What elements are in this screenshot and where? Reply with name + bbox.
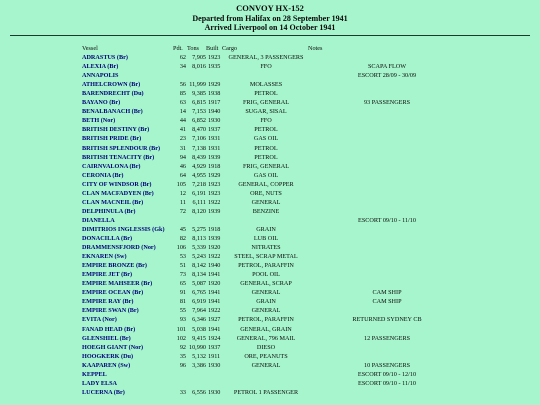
built-year: 1941 <box>208 289 221 297</box>
table-row <box>0 54 540 62</box>
vessel-name: LADY ELSA <box>82 379 118 387</box>
vessel-name: BETH (Nor) <box>82 117 116 125</box>
notes-value: RETURNED SYDNEY CB <box>352 316 422 324</box>
cargo-value: MOLASSES <box>249 81 283 89</box>
tons-value: 6,765 <box>192 289 206 297</box>
table-row <box>0 380 540 388</box>
tons-value: 6,191 <box>192 189 206 197</box>
tons-value: 7,138 <box>192 144 206 152</box>
cargo-value: GENERAL <box>251 361 281 369</box>
pdt-value: 55 <box>179 307 186 315</box>
table-row <box>0 117 540 125</box>
pdt-value: 33 <box>179 388 186 396</box>
table-row <box>0 199 540 207</box>
vessel-name: LUCERNA (Br) <box>82 388 125 396</box>
vessel-name: CITY OF WINDSOR (Br) <box>82 180 152 188</box>
table-row <box>0 108 540 116</box>
pdt-value: 12 <box>179 189 186 197</box>
header-divider <box>10 35 530 36</box>
cargo-value: GENERAL, 3 PASSENGERS <box>228 54 304 61</box>
table-row <box>0 326 540 334</box>
cargo-value: BENZINE <box>252 207 280 215</box>
table-row <box>0 316 540 324</box>
table-row <box>0 271 540 279</box>
cargo-value: FFO <box>260 117 272 125</box>
vessel-name: FANAD HEAD (Br) <box>82 325 136 333</box>
built-year: 1930 <box>208 117 221 125</box>
pdt-value: 64 <box>179 171 186 179</box>
tons-value: 8,439 <box>192 153 206 161</box>
table-row <box>0 172 540 180</box>
cargo-value: NITRATES <box>251 244 281 252</box>
pdt-value: 23 <box>179 135 186 143</box>
col-built: Built <box>206 45 219 52</box>
cargo-value: GENERAL <box>251 307 281 315</box>
vessel-name: CERONIA (Br) <box>82 171 124 179</box>
tons-value: 5,275 <box>192 225 206 233</box>
cargo-value: GRAIN <box>256 225 276 233</box>
notes-value: ESCORT 28/09 - 30/09 <box>357 72 417 80</box>
vessel-name: DIMITRIOS INGLESSIS (Gk) <box>82 225 165 233</box>
table-row <box>0 253 540 261</box>
vessel-name: EMPIRE OCEAN (Br) <box>82 289 144 297</box>
cargo-value: GENERAL, SCRAP <box>240 280 292 288</box>
convoy-table-body <box>0 54 540 405</box>
vessel-name: CAIRNVALONA (Br) <box>82 162 141 170</box>
vessel-name: DRAMMENSFJORD (Nor) <box>82 244 156 252</box>
built-year: 1922 <box>208 307 221 315</box>
notes-value: CAM SHIP <box>372 289 402 297</box>
table-row <box>0 154 540 162</box>
built-year: 1923 <box>208 189 221 197</box>
built-year: 1935 <box>208 63 221 71</box>
col-tons: Tons <box>187 45 199 52</box>
table-row <box>0 217 540 225</box>
built-year: 1929 <box>208 171 221 179</box>
built-year: 1937 <box>208 343 221 351</box>
table-row <box>0 208 540 216</box>
table-row <box>0 362 540 370</box>
tons-value: 8,134 <box>192 271 206 279</box>
table-row <box>0 90 540 98</box>
cargo-value: PETROL 1 PASSENGER <box>233 388 299 396</box>
tons-value: 5,243 <box>192 253 206 261</box>
cargo-value: STEEL, SCRAP METAL <box>234 253 298 261</box>
built-year: 1941 <box>208 298 221 306</box>
pdt-value: 106 <box>176 244 186 252</box>
pdt-value: 41 <box>179 126 186 134</box>
notes-value: ESCORT 09/10 - 11/10 <box>358 379 416 387</box>
vessel-name: BRITISH TENACITY (Br) <box>82 153 155 161</box>
pdt-value: 44 <box>179 117 186 125</box>
cargo-value: PETROL <box>254 90 278 98</box>
cargo-value: ORE, NUTS <box>250 189 282 197</box>
tons-value: 10,990 <box>188 343 206 351</box>
cargo-value: GENERAL <box>251 198 281 206</box>
tons-value: 6,556 <box>192 388 206 396</box>
table-row <box>0 163 540 171</box>
vessel-name: BAYANO (Br) <box>82 99 121 107</box>
tons-value: 5,038 <box>192 325 206 333</box>
cargo-value: LUB OIL <box>253 235 279 242</box>
pdt-value: 35 <box>179 352 186 360</box>
cargo-value: GAS OIL <box>253 171 279 179</box>
vessel-name: ALEXIA (Br) <box>82 63 119 71</box>
vessel-name: EMPIRE MAHSEER (Br) <box>82 280 153 288</box>
col-cargo: Cargo <box>222 45 238 52</box>
tons-value: 6,815 <box>192 99 206 107</box>
cargo-value: DIESO <box>256 343 276 351</box>
vessel-name: ATHELCROWN (Br) <box>82 81 141 89</box>
pdt-value: 56 <box>179 81 186 89</box>
pdt-value: 31 <box>179 144 186 152</box>
pdt-value: 85 <box>179 90 186 98</box>
built-year: 1927 <box>208 316 221 324</box>
pdt-value: 96 <box>179 361 186 369</box>
col-pdt: Pdt. <box>173 45 183 52</box>
vessel-name: BRITISH PRIDE (Br) <box>82 135 142 143</box>
tons-value: 9,385 <box>192 90 206 98</box>
table-row <box>0 280 540 288</box>
table-row <box>0 126 540 134</box>
pdt-value: 81 <box>179 298 186 306</box>
pdt-value: 93 <box>179 316 186 324</box>
table-row <box>0 344 540 352</box>
convoy-title: CONVOY HX-152 <box>236 3 304 13</box>
pdt-value: 62 <box>179 54 186 61</box>
table-row <box>0 289 540 297</box>
vessel-name: HOOGKERK (Du) <box>82 352 134 360</box>
pdt-value: 14 <box>179 108 186 116</box>
pdt-value: 45 <box>179 225 186 233</box>
tons-value: 5,087 <box>192 280 206 288</box>
cargo-value: PETROL <box>254 144 278 152</box>
built-year: 1941 <box>208 271 221 279</box>
table-row <box>0 72 540 80</box>
built-year: 1920 <box>208 244 221 252</box>
table-row <box>0 190 540 198</box>
pdt-value: 53 <box>179 253 186 261</box>
pdt-value: 34 <box>179 63 186 71</box>
tons-value: 8,120 <box>192 207 206 215</box>
cargo-value: FFO <box>260 63 272 71</box>
cargo-value: PETROL <box>254 126 278 134</box>
arrival-line: Arrived Liverpool on 14 October 1941 <box>204 23 336 32</box>
col-notes: Notes <box>308 45 323 52</box>
notes-value: ESCORT 09/10 - 12/10 <box>357 370 417 378</box>
vessel-name: EMPIRE RAY (Br) <box>82 298 134 306</box>
built-year: 1917 <box>208 99 221 107</box>
built-year: 1940 <box>208 262 221 270</box>
tons-value: 6,111 <box>192 198 206 206</box>
vessel-name: CLAN MACFADYEN (Br) <box>82 189 154 197</box>
table-header <box>0 45 540 53</box>
pdt-value: 91 <box>179 289 186 297</box>
pdt-value: 102 <box>176 334 186 342</box>
cargo-value: GENERAL, GRAIN <box>240 325 292 333</box>
cargo-value: FRIG, GENERAL <box>242 162 290 170</box>
tons-value: 9,415 <box>192 334 206 342</box>
built-year: 1939 <box>208 207 221 215</box>
vessel-name: BRITISH DESTINY (Br) <box>82 126 150 134</box>
built-year: 1918 <box>208 162 221 170</box>
built-year: 1939 <box>208 153 221 161</box>
pdt-value: 73 <box>179 271 186 279</box>
tons-value: 7,106 <box>192 135 206 143</box>
notes-value: 10 PASSENGERS <box>363 361 411 369</box>
tons-value: 8,113 <box>192 235 206 242</box>
pdt-value: 105 <box>176 180 186 188</box>
vessel-name: CLAN MACNEIL (Br) <box>82 198 144 206</box>
built-year: 1941 <box>208 325 221 333</box>
notes-value: SCAPA FLOW <box>367 63 407 71</box>
built-year: 1930 <box>208 388 221 396</box>
vessel-name: GLENSHIEL (Br) <box>82 334 131 342</box>
built-year: 1930 <box>208 361 221 369</box>
cargo-value: SUGAR, SISAL <box>245 108 287 116</box>
pdt-value: 94 <box>179 153 186 161</box>
table-row <box>0 181 540 189</box>
notes-value: CAM SHIP <box>372 298 402 306</box>
vessel-name: ADRASTUS (Br) <box>82 54 128 61</box>
table-row <box>0 307 540 315</box>
pdt-value: 46 <box>179 162 186 170</box>
tons-value: 7,964 <box>192 307 206 315</box>
vessel-name: BRITISH SPLENDOUR (Br) <box>82 144 161 152</box>
tons-value: 6,852 <box>192 117 206 125</box>
pdt-value: 72 <box>179 207 186 215</box>
table-row <box>0 235 540 243</box>
notes-value: 12 PASSENGERS <box>363 334 411 342</box>
tons-value: 6,919 <box>192 298 206 306</box>
vessel-name: DONACILLA (Br) <box>82 235 133 242</box>
built-year: 1918 <box>208 225 221 233</box>
table-row <box>0 135 540 143</box>
cargo-value: PETROL <box>254 153 278 161</box>
tons-value: 11,999 <box>189 81 206 89</box>
tons-value: 5,132 <box>192 352 206 360</box>
cargo-value: GENERAL <box>251 289 281 297</box>
pdt-value: 82 <box>179 235 186 242</box>
tons-value: 7,218 <box>192 180 206 188</box>
table-row <box>0 262 540 270</box>
tons-value: 6,346 <box>192 316 206 324</box>
pdt-value: 63 <box>179 99 186 107</box>
tons-value: 5,339 <box>192 244 206 252</box>
tons-value: 4,929 <box>192 162 206 170</box>
built-year: 1922 <box>208 253 221 261</box>
vessel-name: KAAPAREN (Sw) <box>82 361 131 369</box>
built-year: 1924 <box>208 334 221 342</box>
built-year: 1939 <box>208 235 221 242</box>
vessel-name: EVITA (Nor) <box>82 316 117 324</box>
vessel-name: EKNAREN (Sw) <box>82 253 127 261</box>
cargo-value: GENERAL, COPPER <box>238 180 294 188</box>
cargo-value: ORE, PEANUTS <box>244 352 288 360</box>
departure-line: Departed from Halifax on 28 September 1941 <box>192 14 348 23</box>
vessel-name: EMPIRE SWAN (Br) <box>82 307 139 315</box>
cargo-value: GAS OIL <box>253 135 279 143</box>
tons-value: 4,955 <box>192 171 206 179</box>
pdt-value: 92 <box>179 343 186 351</box>
vessel-name: ANNAPOLIS <box>82 72 119 80</box>
vessel-name: EMPIRE JET (Br) <box>82 271 133 279</box>
built-year: 1911 <box>208 352 221 360</box>
pdt-value: 65 <box>179 280 186 288</box>
tons-value: 8,016 <box>192 63 206 71</box>
table-row <box>0 99 540 107</box>
cargo-value: FRIG, GENERAL <box>242 99 290 107</box>
tons-value: 8,470 <box>192 126 206 134</box>
pdt-value: 51 <box>179 262 186 270</box>
tons-value: 7,905 <box>192 54 206 61</box>
built-year: 1923 <box>208 180 221 188</box>
table-row <box>0 244 540 252</box>
tons-value: 3,386 <box>192 361 206 369</box>
built-year: 1938 <box>208 90 221 98</box>
table-row <box>0 81 540 89</box>
vessel-name: BENALBANACH (Br) <box>82 108 143 116</box>
vessel-name: KEPPEL <box>82 370 107 378</box>
table-row <box>0 371 540 379</box>
cargo-value: PETROL, PARAFFIN <box>238 262 294 270</box>
cargo-value: POOL OIL <box>252 271 280 279</box>
col-vessel: Vessel <box>82 45 98 52</box>
vessel-name: BARENDRECHT (Du) <box>82 90 144 98</box>
tons-value: 7,153 <box>192 108 206 116</box>
vessel-name: EMPIRE BRONZE (Br) <box>82 262 147 270</box>
built-year: 1931 <box>208 135 221 143</box>
table-row <box>0 226 540 234</box>
table-row <box>0 63 540 71</box>
vessel-name: DIANELLA <box>82 216 115 224</box>
built-year: 1931 <box>208 144 221 152</box>
cargo-value: GENERAL, 796 MAIL <box>236 334 296 342</box>
cargo-value: GRAIN <box>256 298 276 306</box>
built-year: 1922 <box>208 198 221 206</box>
vessel-name: DELPHINULA (Br) <box>82 207 136 215</box>
table-row <box>0 335 540 343</box>
built-year: 1937 <box>208 126 221 134</box>
built-year: 1920 <box>208 280 221 288</box>
tons-value: 8,142 <box>192 262 206 270</box>
notes-value: 93 PASSENGERS <box>363 99 411 107</box>
table-row <box>0 298 540 306</box>
table-row <box>0 389 540 397</box>
pdt-value: 11 <box>180 198 186 206</box>
built-year: 1929 <box>208 81 221 89</box>
cargo-value: PETROL, PARAFFIN <box>238 316 294 324</box>
built-year: 1940 <box>208 108 221 116</box>
table-row <box>0 353 540 361</box>
vessel-name: HOEGH GIANT (Nor) <box>82 343 144 351</box>
table-row <box>0 145 540 153</box>
built-year: 1923 <box>208 54 221 61</box>
notes-value: ESCORT 09/10 - 11/10 <box>358 216 416 224</box>
pdt-value: 101 <box>176 325 186 333</box>
